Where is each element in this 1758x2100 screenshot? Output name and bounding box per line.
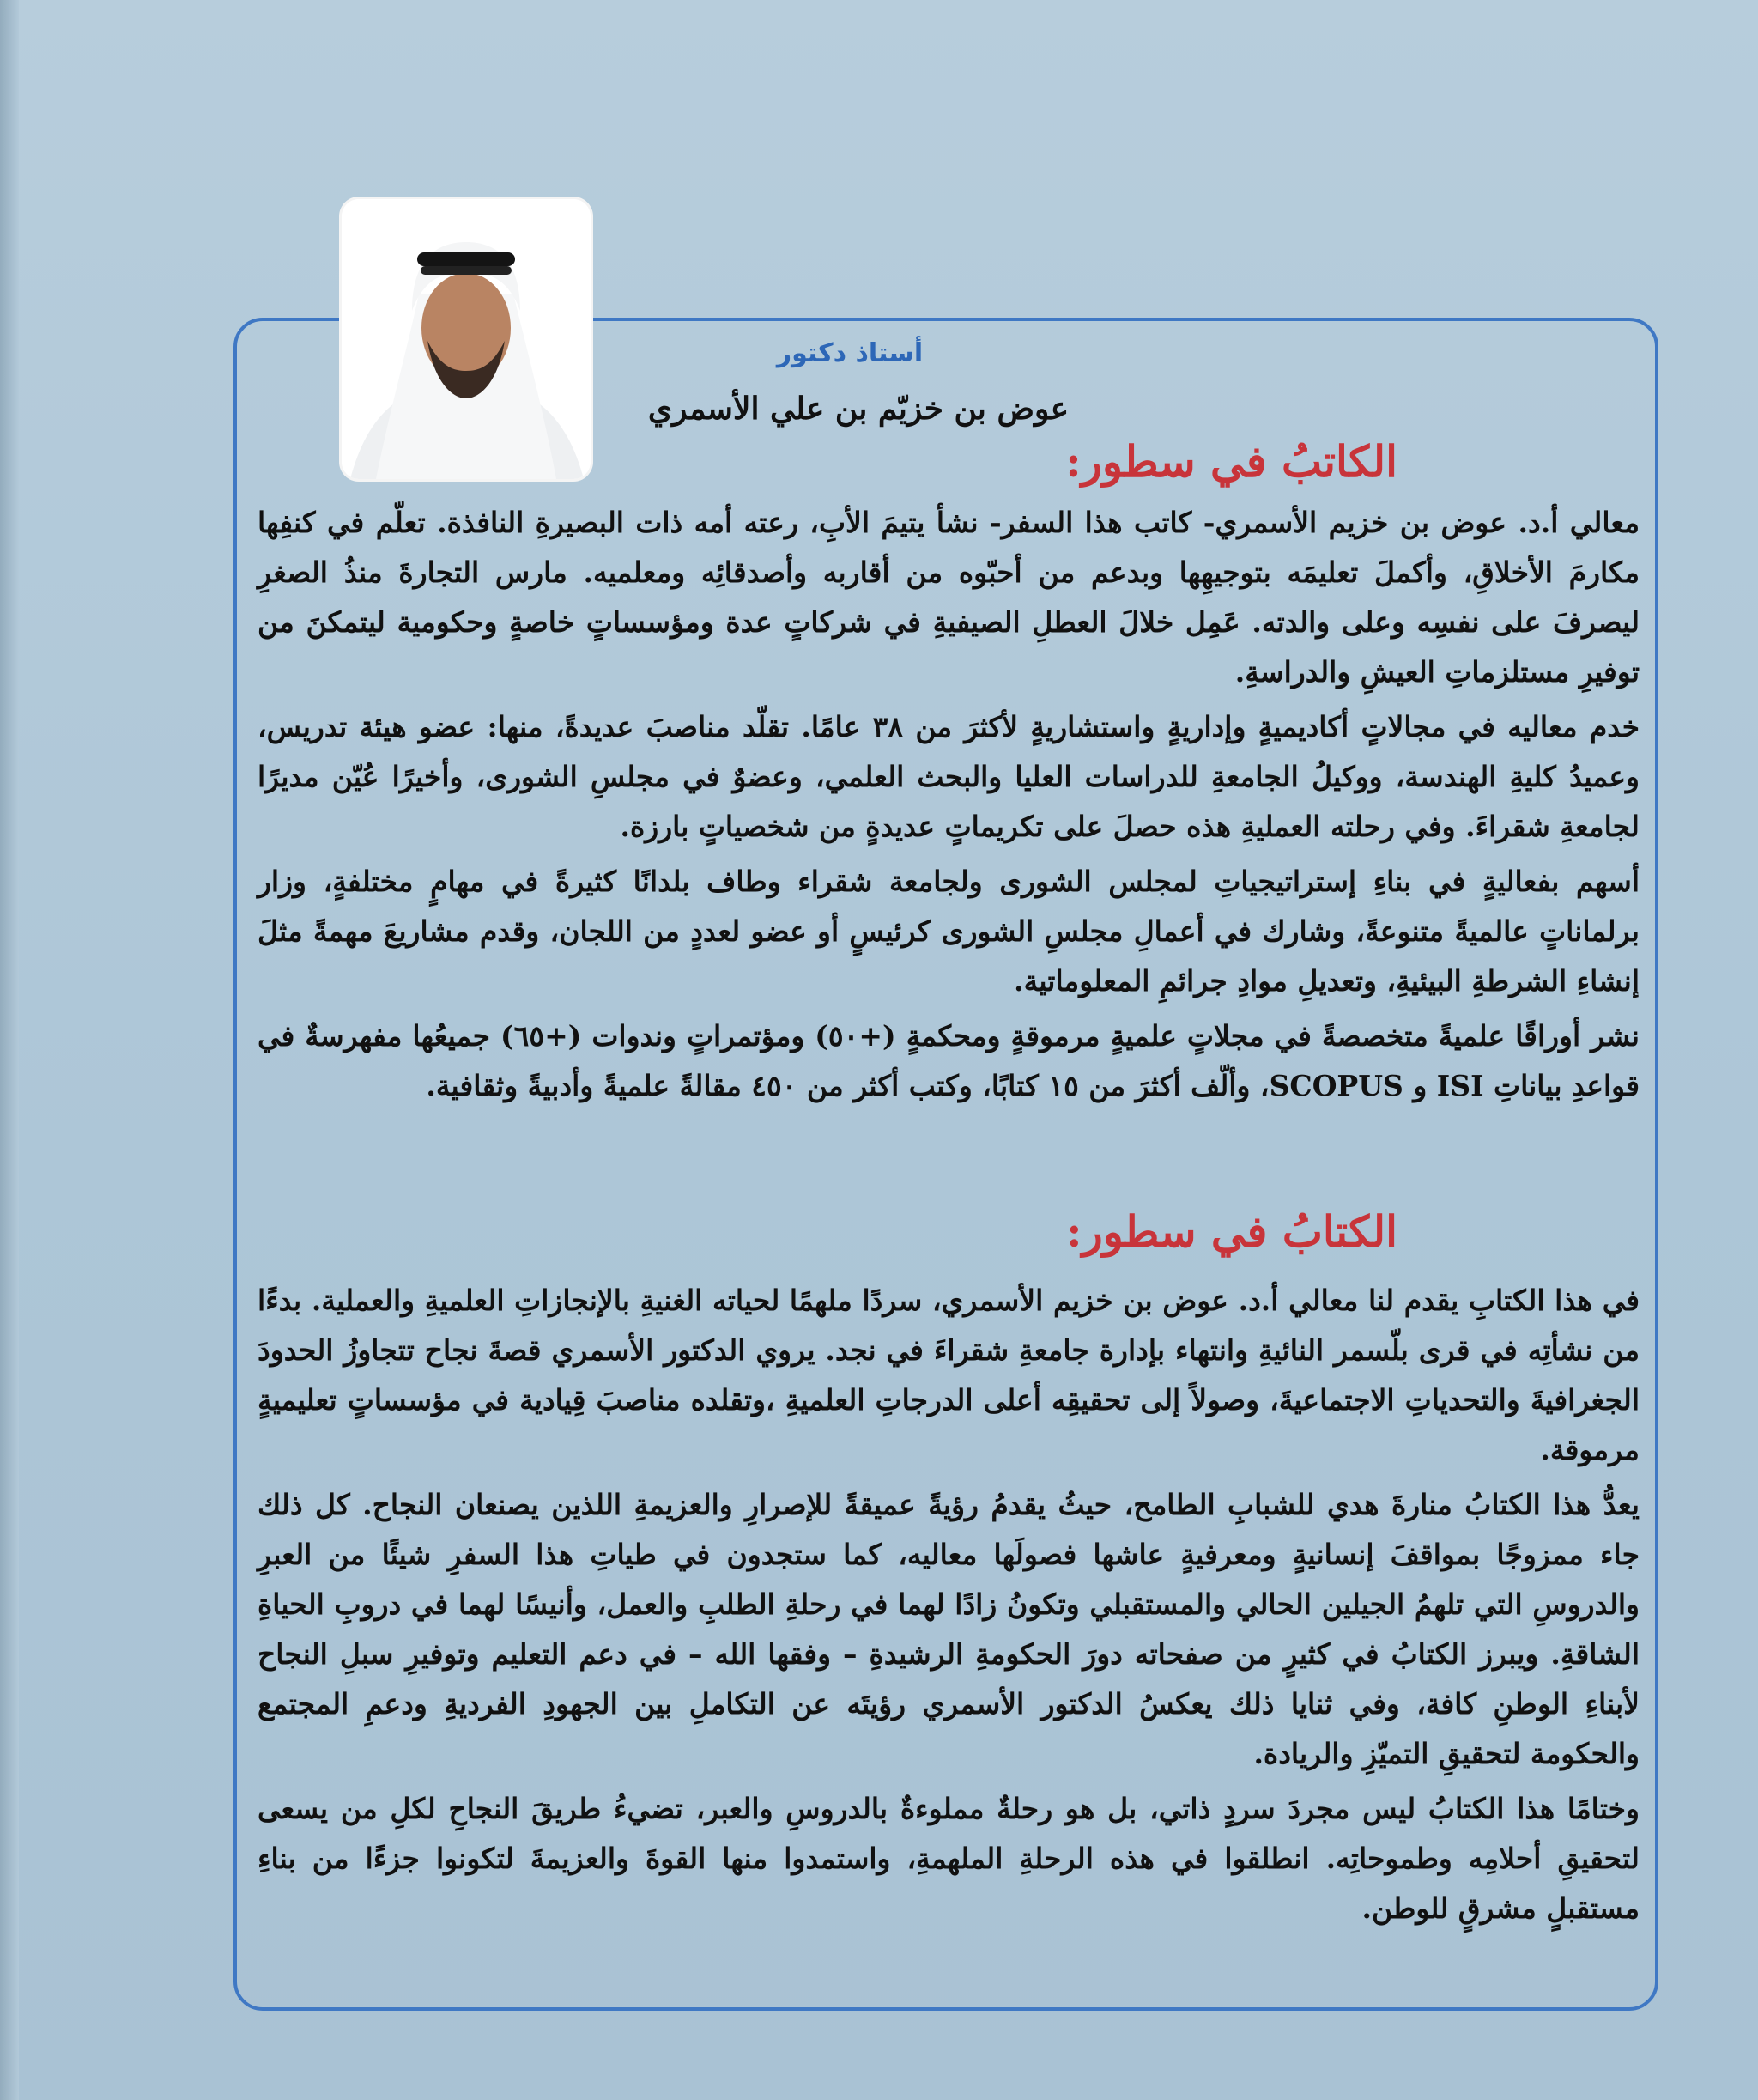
author-section-body — [258, 498, 1640, 1116]
author-paragraph: نشر أوراقًا علميةً متخصصةً في مجلاتٍ علميةٍ مرموقةٍ ومحكمةٍ (+٥٠) ومؤتمراتٍ وندوات (+٦٥) جميعُها مفهرسةٌ في قواعدِ بياناتِ ISI و SCOPUS، وألّف أكثرَ من ١٥ كتابًا، وكتب أكثر من ٤٥٠ مقالةً علميةً وأدبيةً وثقافية. — [258, 1019, 1640, 1102]
book-paragraph: في هذا الكتابِ يقدم لنا معالي أ.د. عوض بن خزيم الأسمري، سردًا ملهمًا لحياته الغنيةِ بالإنجازاتِ العلميةِ والعملية. بدءًا من نشأتِه في قرى بلّسمر النائيةِ وانتهاء بإدارة جامعةِ شقراءَ في نجد. يروي الدكتور الأسمري قصةَ نجاح تتجاوزُ الحدودَ الجغرافيةَ والتحدياتِ الاجتماعيةَ، وصولاً إلى تحقيقِه أعلى الدرجاتِ العلميةِ ،وتقلده مناصبَ قِيادية في مؤسساتٍ تعليميةٍ مرموقة. — [258, 1284, 1640, 1466]
author-title: أستاذ دكتور — [776, 338, 924, 368]
book-section-heading: الكتابُ في سطور: — [1066, 1206, 1397, 1257]
book-paragraph: وختامًا هذا الكتابُ ليس مجردَ سردٍ ذاتي، بل هو رحلةٌ مملوءةٌ بالدروسِ والعبر، تضيءُ طريقَ النجاحِ لكلِ من يسعى لتحقيقِ أحلامِه وطموحاتِه. انطلقوا في هذه الرحلةِ الملهمةِ، واستمدوا منها القوةَ والعزيمةَ لتكونوا جزءًا من بناءِ مستقبلٍ مشرقٍ للوطن. — [258, 1792, 1640, 1925]
author-paragraph: خدم معاليه في مجالاتٍ أكاديميةٍ وإداريةٍ واستشاريةٍ لأكثرَ من ٣٨ عامًا. تقلّد مناصبَ عديدةً، منها: عضو هيئة تدريس، وعميدُ كليةِ الهندسة، ووكيلُ الجامعةِ للدراسات العليا والبحث العلمي، وعضوٌ في مجلسِ الشورى، وأخيرًا عُيّن مديرًا لجامعةِ شقراءَ. وفي رحلته العمليةِ هذه حصلَ على تكريماتٍ عديدةٍ من شخصياتٍ بارزة. — [258, 710, 1640, 843]
author-name: عوض بن خزيّم بن علي الأسمري — [647, 391, 1070, 427]
author-photo — [342, 199, 591, 479]
book-paragraph: يعدُّ هذا الكتابُ منارةَ هدي للشبابِ الطامح، حيثُ يقدمُ رؤيةً عميقةً للإصرارِ والعزيمةِ اللذين يصنعان النجاح. كل ذلك جاء ممزوجًا بمواقفَ إنسانيةٍ ومعرفيةٍ عاشها فصولَها معاليه، كما ستجدون في طياتِ هذا السفرِ شيئًا من العبرِ والدروسِ التي تلهمُ الجيلين الحالي والمستقبلي وتكونُ زادًا لهما في رحلةِ الطلبِ والعمل، وأنيسًا لهما في دروبِ الحياةِ الشاقةِ. ويبرز الكتابُ في كثيرٍ من صفحاته دورَ الحكومةِ الرشيدةِ – وفقها الله – في دعم التعليم وتوفيرِ سبلِ النجاح لأبناءِ الوطنِ كافة، وفي ثنايا ذلك يعكسُ الدكتور الأسمري رؤيتَه عن التكاملِ بين الجهودِ الفرديةِ ودعمِ المجتمع والحكومة لتحقيقِ التميّزِ والريادة. — [258, 1488, 1640, 1770]
author-portrait-image — [342, 199, 591, 479]
book-section-body — [258, 1276, 1640, 1939]
author-section-heading: الكاتبُ في سطور: — [1065, 436, 1397, 487]
author-paragraph: أسهم بفعاليةٍ في بناءِ إستراتيجياتِ لمجلس الشورى ولجامعة شقراء وطاف بلدانًا كثيرةً في مهامٍ مختلفةٍ، وزار برلماناتٍ عالميةً متنوعةً، وشارك في أعمالِ مجلسِ الشورى كرئيسٍ أو عضو لعددٍ من اللجان، وقدم مشاريعَ مهمةً مثلَ إنشاءِ الشرطةِ البيئيةِ، وتعديلِ موادِ جرائمِ المعلوماتية. — [258, 865, 1640, 998]
spine-edge — [0, 0, 19, 2100]
author-paragraph: معالي أ.د. عوض بن خزيم الأسمري- كاتب هذا السفر- نشأ يتيمَ الأبِ، رعته أمه ذات البصيرةِ النافذة. تعلّم في كنفِها مكارمَ الأخلاقِ، وأكملَ تعليمَه بتوجيهِها وبدعم من أحبّوه من أقاربه وأصدقائِه ومعلميه. مارس التجارةَ منذُ الصغرِ ليصرفَ على نفسِه وعلى والدته. عَمِل خلالَ العطلِ الصيفيةِ في شركاتٍ عدة ومؤسساتٍ خاصةٍ وحكومية ليتمكنَ من توفيرِ مستلزماتِ العيشِ والدراسةِ. — [258, 506, 1640, 689]
